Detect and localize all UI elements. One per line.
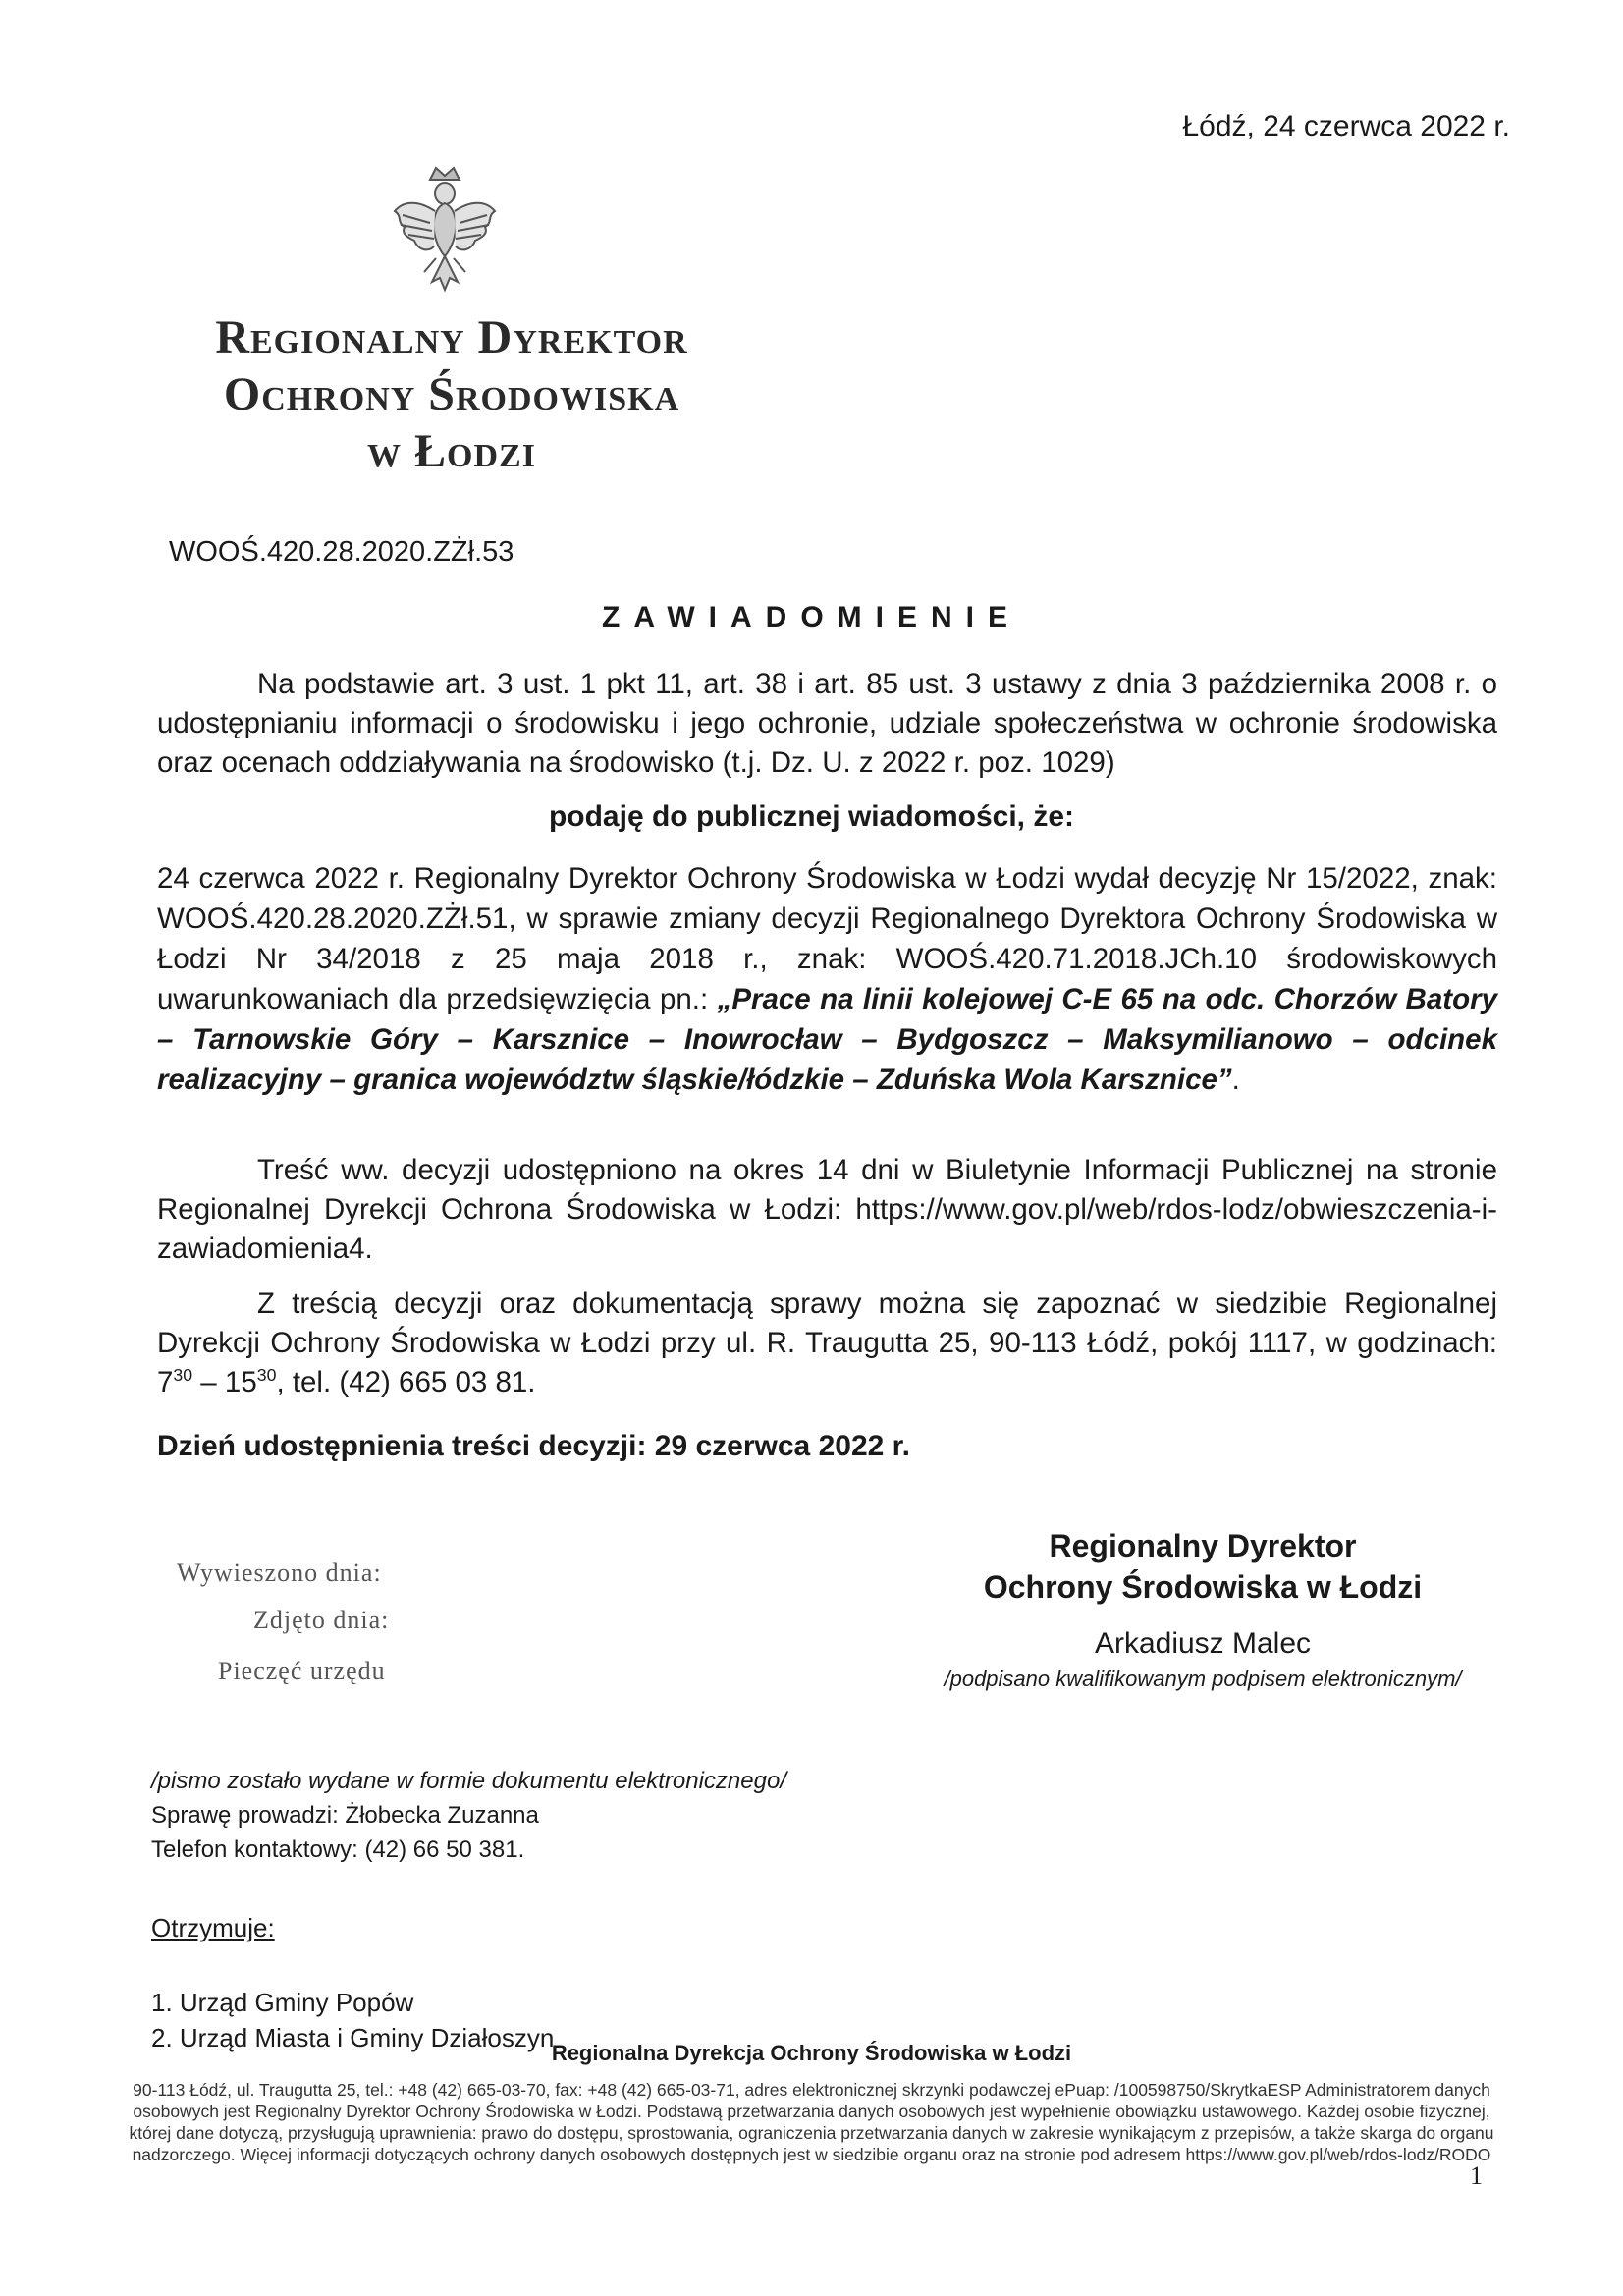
case-handler: Sprawę prowadzi: Żłobecka Zuzanna	[151, 1802, 539, 1829]
case-reference: WOOŚ.420.28.2020.ZŻł.53	[169, 536, 514, 568]
issuer-header	[157, 309, 746, 480]
document-title: ZAWIADOMIENIE	[602, 601, 1021, 633]
stamp-posted: Wywieszono dnia:	[177, 1558, 382, 1587]
issuer-line-1: Regionalny Dyrektor	[215, 311, 688, 363]
hours-end: $15^{30}$	[224, 1365, 277, 1398]
signature-title-2: Ochrony Środowiska w Łodzi	[983, 1569, 1423, 1605]
decision-paragraph	[157, 858, 1497, 1100]
list-item: 2. Urząd Miasta i Gminy Działoszyn	[151, 2023, 555, 2052]
signature-block	[928, 1525, 1478, 1692]
footer-title: Regionalna Dyrekcja Ochrony Środowiska w Łodzi	[551, 2041, 1072, 2065]
stamp-seal: Pieczęć urzędu	[218, 1657, 386, 1685]
recipients-heading: Otrzymuje:	[151, 1913, 275, 1942]
case-metadata	[151, 1764, 786, 1867]
announcement-line: podaję do publicznej wiadomości, że:	[548, 800, 1075, 833]
signatory-name: Arkadiusz Malec	[1094, 1627, 1312, 1660]
access-text: Z treścią decyzji oraz dokumentacją sprawy można się zapoznać w siedzibie Regionalnej Dyrekcji Ochrony Środowiska w Łodzi przy ul. R. Traugutta 25, 90-113 Łódź, pokój 1117, w godzinach:	[157, 1287, 1497, 1359]
decision-text: 24 czerwca 2022 r. Regionalny Dyrektor Ochrony Środowiska w Łodzi wydał decyzję Nr 15/2022, znak: WOOŚ.420.28.2020.ZŻł.51, w sprawie zmiany decyzji Regionalnego Dyrektora Ochrony Środowiska w Łodzi Nr 34/2018 z 25 maja 2018 r., znak: WOOŚ.420.71.2018.JCh.10 środowiskowych uwarunkowaniach dla przedsięwzięcia pn.:	[157, 862, 1497, 1015]
signature-title-1: Regionalny Dyrektor	[1049, 1528, 1357, 1563]
decision-end: .	[1231, 1064, 1240, 1096]
access-phone: , tel. (42) 665 03 81.	[276, 1366, 536, 1398]
legal-basis-paragraph: Na podstawie art. 3 ust. 1 pkt 11, art. 38 i art. 85 ust. 3 ustawy z dnia 3 października 2008 r. o udostępnianiu informacji o środowisku i jego ochronie, udziale społeczeństwa w ochronie środowiska oraz ocenach oddziaływania na środowisko (t.j. Dz. U. z 2022 r. poz. 1029)	[157, 668, 1497, 779]
document-date: Łódź, 24 czerwca 2022 r.	[1182, 110, 1510, 142]
polish-eagle-emblem-icon	[391, 162, 499, 309]
contact-phone: Telefon kontaktowy: (42) 66 50 381.	[151, 1836, 525, 1863]
disclosure-day: Dzień udostępnienia treści decyzji: 29 czerwca 2022 r.	[157, 1430, 911, 1462]
electronic-note: /pismo zostało wydane w formie dokumentu elektronicznego/	[151, 1768, 786, 1794]
issuer-line-3: w Łodzi	[367, 425, 536, 477]
recipients	[151, 1910, 554, 2055]
stamp-removed: Zdjęto dnia:	[253, 1606, 390, 1634]
footer-text: 90-113 Łódź, ul. Traugutta 25, tel.: +48 (42) 665-03-70, fax: +48 (42) 665-03-71, adres elektronicznej skrzynki podawczej ePuap: /100598750/SkrytkaESP Administratorem danych osobowych jest Regionalny Dyrektor Ochrony Środowiska w Łodzi. Podstawą przetwarzania danych osobowych jest wypełnienie obowiązku ustawowego. Każdej osobie fizycznej, której dane dotyczą, przysługują uprawnienia: prawo do dostępu, sprostowania, ograniczenia przetwarzania danych w zakresie wynikającym z przepisów, a także skarga do organu nadzorczego. Więcej informacji dotyczących ochrony danych osobowych dostępnych jest w siedzibie organu oraz na stronie pod adresem https://www.gov.pl/web/rdos-lodz/RODO	[129, 2080, 1494, 2164]
hours-start: $7^{30}$	[157, 1365, 193, 1398]
publication-paragraph: Treść ww. decyzji udostępniono na okres 14 dni w Biuletynie Informacji Publicznej na stronie Regionalnej Dyrekcji Ochrona Środowiska w Łodzi: https://www.gov.pl/web/rdos-lodz/obwieszczenia-i-zawiadomienia4.	[157, 1154, 1497, 1265]
access-paragraph: Z treścią decyzji oraz dokumentacją sprawy można się zapoznać w siedzibie Regionalnej Dyrekcji Ochrony Środowiska w Łodzi przy ul. R. Traugutta 25, 90-113 Łódź, pokój 1117, w godzinach: $7^{30} - 15^{30}$, tel. (42) 665 03 81.	[157, 1287, 1497, 1398]
list-item: 1. Urząd Gminy Popów	[151, 1988, 414, 2017]
page-number: 1	[1470, 2161, 1483, 2190]
issuer-line-2: Ochrony Środowiska	[223, 368, 680, 420]
signature-note: /podpisano kwalifikowanym podpisem elektronicznym/	[944, 1667, 1462, 1691]
project-name: „Prace na linii kolejowej C-E 65 na odc. Chorzów Batory – Tarnowskie Góry – Karsznice – Inowrocław – Bydgoszcz – Maksymilianowo – odcinek realizacyjny – granica województw śląskie/łódzkie – Zduńska Wola Karsznice”	[157, 983, 1497, 1096]
